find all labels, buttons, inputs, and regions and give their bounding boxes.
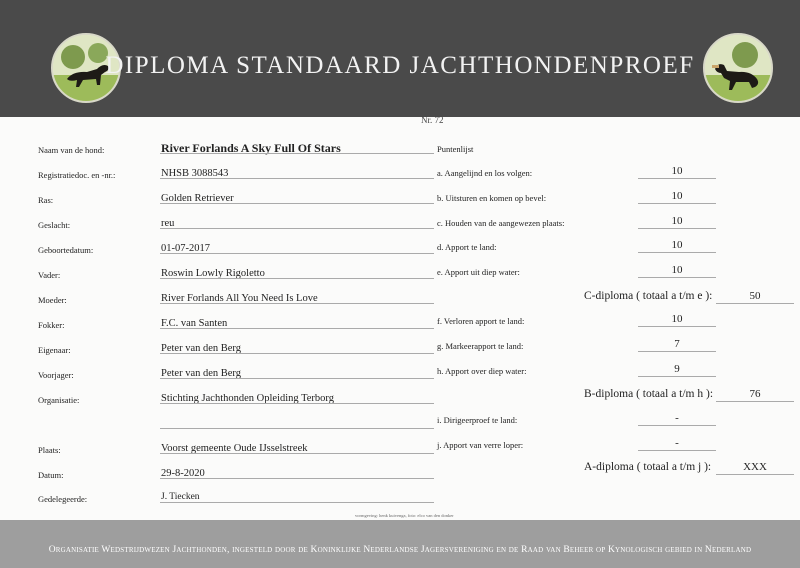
field-underline [160, 478, 434, 479]
field-value: Golden Retriever [161, 193, 234, 204]
point-underline [638, 203, 716, 204]
field-underline [160, 328, 434, 329]
point-underline [638, 425, 716, 426]
c-diploma-label: C-diploma ( totaal a t/m e ): [584, 290, 713, 302]
field-underline [160, 253, 434, 254]
field-value: Voorst gemeente Oude IJsselstreek [161, 443, 308, 454]
point-value: 10 [671, 239, 683, 251]
point-value: 10 [671, 313, 683, 325]
field-underline [160, 353, 434, 354]
field-underline [160, 502, 434, 503]
point-value: 10 [671, 264, 683, 276]
field-label: Fokker: [38, 320, 65, 330]
field-label: Registratiedoc. en -nr.: [38, 170, 116, 180]
c-diploma-underline [716, 303, 794, 304]
point-label: h. Apport over diep water: [437, 366, 527, 376]
field-value: Stichting Jachthonden Opleiding Terborg [161, 393, 334, 404]
point-label: c. Houden van de aangewezen plaats: [437, 218, 565, 228]
point-label: e. Apport uit diep water: [437, 267, 520, 277]
field-label: Plaats: [38, 445, 61, 455]
field-value: Peter van den Berg [161, 368, 241, 379]
field-label: Geboortedatum: [38, 245, 94, 255]
diploma-title: DIPLOMA STANDAARD JACHTHONDENPROEF [105, 52, 695, 79]
field-label: Moeder: [38, 295, 67, 305]
point-underline [638, 326, 716, 327]
field-value: River Forlands All You Need Is Love [161, 293, 318, 304]
field-label: Organisatie: [38, 395, 80, 405]
field-underline [160, 203, 434, 204]
field-value: River Forlands A Sky Full Of Stars [161, 141, 341, 155]
field-value: 29-8-2020 [161, 468, 205, 479]
b-diploma-label: B-diploma ( totaal a t/m h ): [584, 388, 714, 400]
field-value: reu [161, 218, 175, 229]
point-underline [638, 351, 716, 352]
field-label: Geslacht: [38, 220, 71, 230]
point-value: 10 [671, 190, 683, 202]
field-underline [160, 228, 434, 229]
point-underline [638, 252, 716, 253]
field-value: Roswin Lowly Rigoletto [161, 268, 265, 279]
field-value: Peter van den Berg [161, 343, 241, 354]
point-label: j. Apport van verre loper: [437, 440, 524, 450]
field-label: Naam van de hond: [38, 145, 105, 155]
field-label: Gedelegeerde: [38, 494, 88, 504]
puntenlijst-label: Puntenlijst [437, 144, 474, 154]
c-diploma-value: 50 [749, 290, 761, 302]
point-label: f. Verloren apport te land: [437, 316, 525, 326]
diploma-number: Nr. 72 [421, 115, 444, 125]
credits-note: vormgeving: henk kuivenga, foto: elco van den donker [355, 513, 454, 518]
field-value: 01-07-2017 [161, 243, 210, 254]
point-label: a. Aangelijnd en los volgen: [437, 168, 533, 178]
field-underline [160, 453, 434, 454]
field-label: Eigenaar: [38, 345, 71, 355]
field-underline [160, 428, 434, 429]
footer-band [0, 520, 800, 568]
a-diploma-value: XXX [743, 461, 767, 473]
field-underline [160, 403, 434, 404]
field-value: NHSB 3088543 [161, 168, 229, 179]
field-underline [160, 178, 434, 179]
point-value: 10 [671, 165, 683, 177]
field-label: Datum: [38, 470, 64, 480]
point-value: - [675, 437, 679, 449]
field-underline [160, 378, 434, 379]
point-underline [638, 228, 716, 229]
point-value: 7 [674, 338, 680, 350]
point-label: d. Apport te land: [437, 242, 497, 252]
footer-text: Organisatie Wedstrijdwezen Jachthonden, ingesteld door de Koninklijke Nederlandse Jagersvereniging en de Raad van Beheer op Kynologisch gebied in Nederland [48, 545, 752, 555]
field-label: Vader: [38, 270, 61, 280]
field-value: J. Tiecken [161, 492, 200, 502]
a-diploma-underline [716, 474, 794, 475]
field-underline [160, 278, 434, 279]
point-value: - [675, 412, 679, 424]
point-value: 10 [671, 215, 683, 227]
field-label: Voorjager: [38, 370, 74, 380]
field-value: F.C. van Santen [161, 318, 228, 329]
dog-logo-icon [703, 33, 773, 103]
a-diploma-label: A-diploma ( totaal a t/m j ): [584, 461, 712, 473]
point-underline [638, 376, 716, 377]
field-underline [160, 153, 434, 154]
point-underline [638, 277, 716, 278]
point-label: g. Markeerapport te land: [437, 341, 524, 351]
point-value: 9 [674, 363, 680, 375]
header-band [0, 0, 800, 117]
b-diploma-underline [716, 401, 794, 402]
point-label: i. Dirigeerproef te land: [437, 415, 518, 425]
b-diploma-value: 76 [749, 388, 761, 400]
point-underline [638, 450, 716, 451]
field-label: Ras: [38, 195, 54, 205]
point-label: b. Uitsturen en komen op bevel: [437, 193, 547, 203]
point-underline [638, 178, 716, 179]
field-underline [160, 303, 434, 304]
